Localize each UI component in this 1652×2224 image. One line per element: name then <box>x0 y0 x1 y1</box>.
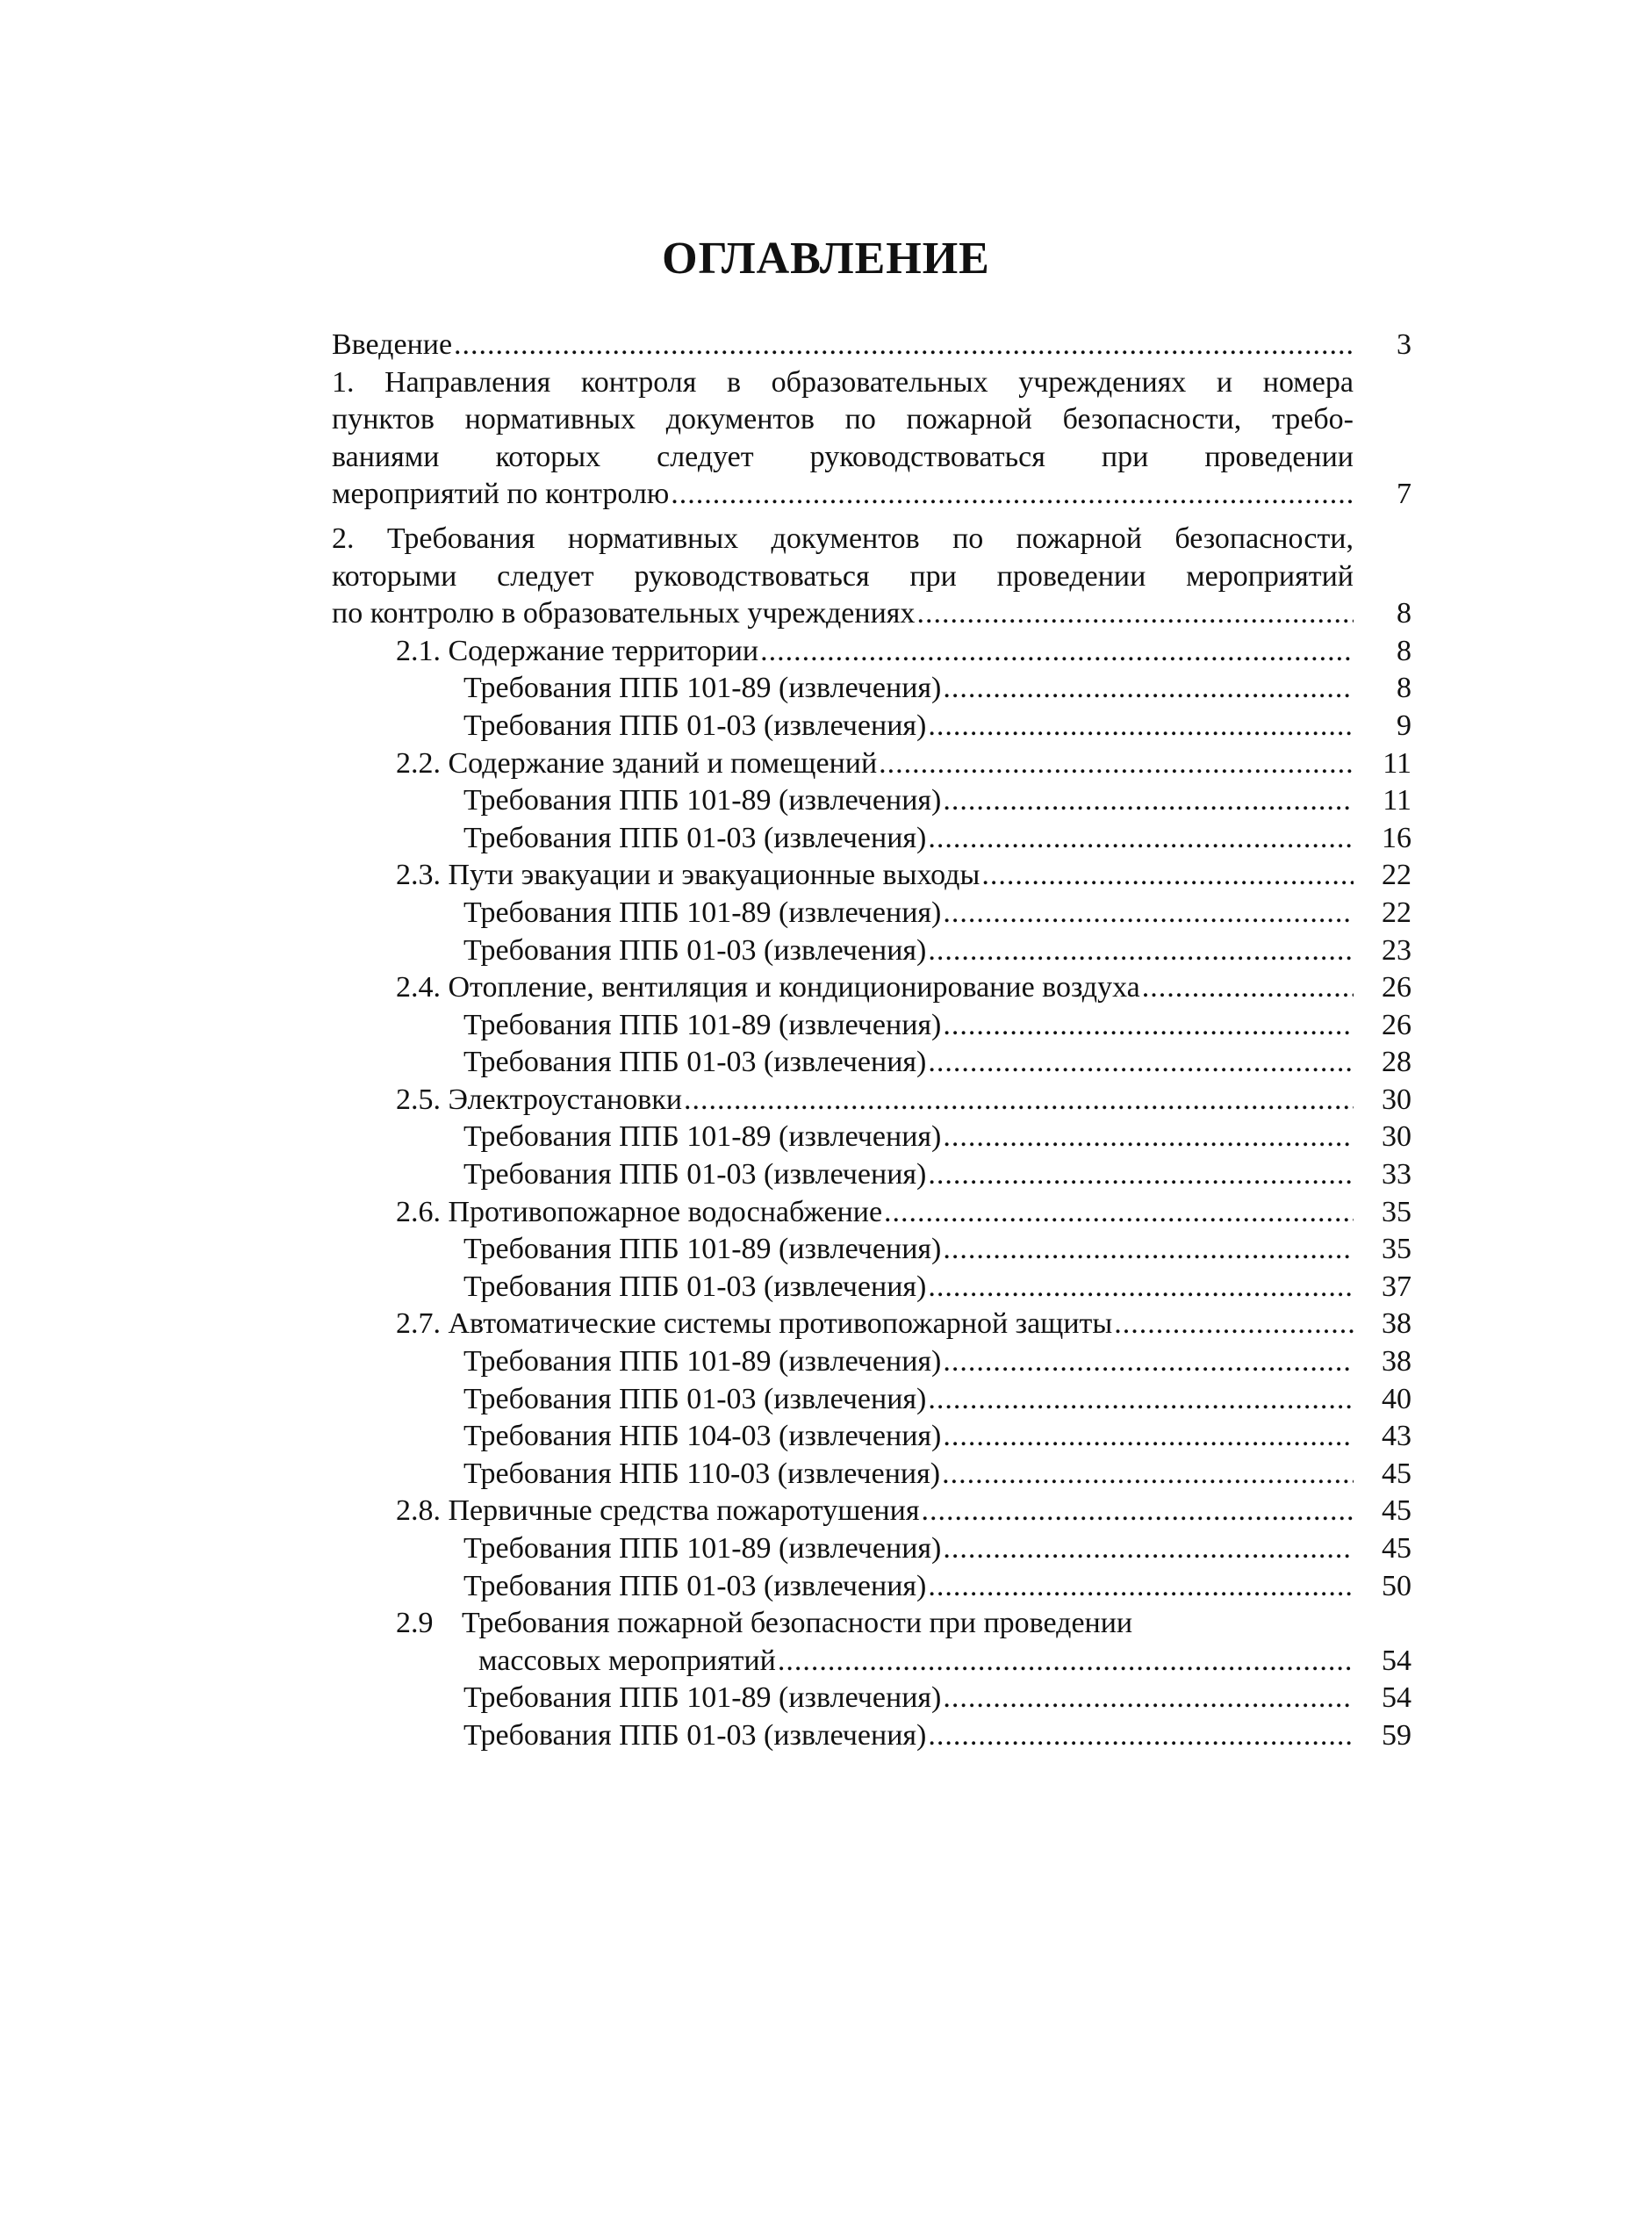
dot-leader <box>942 1456 1354 1493</box>
toc-entry-label: Требования ППБ 01-03 (извлечения) <box>463 821 927 854</box>
toc-entry-section-1[interactable] <box>332 364 1411 514</box>
toc-entry-label: массовых мероприятий <box>478 1644 776 1677</box>
toc-entry-number: 2.9 <box>396 1607 434 1640</box>
toc-entry-label: Требования пожарной безопасности при проведении <box>462 1607 1133 1640</box>
toc-entry-label: Требования ППБ 01-03 (извлечения) <box>463 1158 927 1191</box>
toc-page-number: 8 <box>1397 672 1411 705</box>
toc-entry-label: Требования ППБ 01-03 (извлечения) <box>463 1046 927 1079</box>
dot-leader <box>943 1418 1354 1456</box>
toc-entry-requirement[interactable] <box>332 1680 1411 1717</box>
toc-entry-label: Требования ППБ 101-89 (извлечения) <box>463 1532 942 1565</box>
dot-leader <box>928 1717 1354 1755</box>
toc-entry-section-2-9[interactable] <box>332 1605 1411 1754</box>
toc-entry-requirement[interactable] <box>332 1007 1411 1045</box>
toc-entry-requirement[interactable] <box>332 1269 1411 1306</box>
toc-entry-subsection[interactable] <box>332 633 1411 671</box>
toc-entry-label: Введение <box>332 328 453 361</box>
toc-page-number: 38 <box>1382 1307 1411 1341</box>
toc-entry-requirement[interactable] <box>332 1456 1411 1493</box>
toc-entry-label: Требования ППБ 101-89 (извлечения) <box>463 1008 942 1041</box>
toc-entry-label: Требования ППБ 01-03 (извлечения) <box>463 709 927 742</box>
dot-leader <box>928 1381 1354 1419</box>
toc-entry-section-2[interactable] <box>332 521 1411 633</box>
dot-leader <box>928 820 1354 858</box>
toc-entry-label: 2.3. Пути эвакуации и эвакуационные выходы <box>396 859 980 892</box>
toc-page-number: 45 <box>1382 1532 1411 1565</box>
toc-entry-line: 1. Направления контроля в образовательных учреждениях и номера <box>332 365 1354 399</box>
toc-entry-label: Требования ППБ 101-89 (извлечения) <box>463 672 942 705</box>
toc-page-number: 3 <box>1397 328 1411 361</box>
toc-entry-requirement[interactable] <box>332 1418 1411 1456</box>
toc-page-number: 8 <box>1397 597 1411 630</box>
toc-page-number: 16 <box>1382 821 1411 854</box>
toc-entry-requirement[interactable] <box>332 1381 1411 1419</box>
toc-entry-label: Требования ППБ 101-89 (извлечения) <box>463 896 942 929</box>
dot-leader <box>879 745 1354 783</box>
toc-entry-label: Требования ППБ 101-89 (извлечения) <box>463 1681 942 1715</box>
dot-leader <box>922 1493 1354 1530</box>
toc-entry-label: Требования ППБ 01-03 (извлечения) <box>463 933 927 967</box>
toc-page-number: 54 <box>1382 1681 1411 1715</box>
dot-leader <box>943 1680 1354 1717</box>
toc-entry-subsection[interactable] <box>332 969 1411 1007</box>
toc-entry-label: 2.4. Отопление, вентиляция и кондиционирование воздуха <box>396 971 1140 1004</box>
toc-entry-label: Требования НПБ 110-03 (извлечения) <box>463 1457 941 1490</box>
dot-leader <box>1114 1306 1354 1343</box>
toc-page-number: 59 <box>1382 1718 1411 1752</box>
toc-page-number: 45 <box>1382 1494 1411 1528</box>
toc-entry-requirement[interactable] <box>332 1044 1411 1082</box>
toc-entry-requirement[interactable] <box>332 670 1411 708</box>
toc-page-number: 43 <box>1382 1420 1411 1453</box>
toc-page-number: 26 <box>1382 971 1411 1004</box>
toc-entry-label: 2.8. Первичные средства пожаротушения <box>396 1494 920 1528</box>
toc-page-number: 54 <box>1382 1644 1411 1677</box>
toc-entry-requirement[interactable] <box>332 820 1411 858</box>
toc-entry-label: 2.2. Содержание зданий и помещений <box>396 746 878 780</box>
dot-leader <box>943 1530 1354 1568</box>
toc-entry-subsection[interactable] <box>332 1493 1411 1530</box>
dot-leader <box>928 1568 1354 1606</box>
toc-entry-label: мероприятий по контролю <box>332 478 670 511</box>
toc-entry-subsection[interactable] <box>332 745 1411 783</box>
toc-entry-label: 2.5. Электроустановки <box>396 1083 683 1116</box>
toc-entry-line: ваниями которых следует руководствоваться при проведении <box>332 440 1354 473</box>
dot-leader <box>943 670 1354 708</box>
toc-entry-requirement[interactable] <box>332 1343 1411 1381</box>
toc-page-number: 30 <box>1382 1120 1411 1154</box>
toc-entry-requirement[interactable] <box>332 1156 1411 1194</box>
toc-entry-requirement[interactable] <box>332 1231 1411 1269</box>
dot-leader <box>943 1343 1354 1381</box>
toc-subsections <box>332 633 1411 1605</box>
toc-page-number: 40 <box>1382 1382 1411 1415</box>
toc-entry-subsection[interactable] <box>332 857 1411 895</box>
dot-leader <box>884 1194 1354 1232</box>
toc-entry-label: по контролю в образовательных учреждениях <box>332 597 916 630</box>
toc-page-number: 22 <box>1382 859 1411 892</box>
dot-leader <box>684 1082 1354 1119</box>
dot-leader <box>928 1044 1354 1082</box>
toc-page-number: 35 <box>1382 1195 1411 1228</box>
toc-page-number: 28 <box>1382 1046 1411 1079</box>
dot-leader <box>943 1007 1354 1045</box>
dot-leader <box>928 1156 1354 1194</box>
toc-page-number: 33 <box>1382 1158 1411 1191</box>
dot-leader <box>1142 969 1354 1007</box>
toc-page-number: 7 <box>1397 478 1411 511</box>
toc-entry-label: Требования ППБ 01-03 (извлечения) <box>463 1718 927 1752</box>
toc-entry-requirement[interactable] <box>332 895 1411 932</box>
toc-page-number: 38 <box>1382 1345 1411 1378</box>
dot-leader <box>943 895 1354 932</box>
toc-entry-label: Требования ППБ 101-89 (извлечения) <box>463 1233 942 1266</box>
toc-page-number: 30 <box>1382 1083 1411 1116</box>
dot-leader <box>671 476 1354 514</box>
toc-entry-line: 2. Требования нормативных документов по пожарной безопасности, <box>332 522 1354 555</box>
toc-page-number: 11 <box>1383 784 1411 817</box>
toc-entry-requirement[interactable] <box>332 782 1411 820</box>
dot-leader <box>916 595 1354 633</box>
toc-page-number: 23 <box>1382 933 1411 967</box>
dot-leader <box>454 327 1354 364</box>
toc-entry-label: Требования ППБ 01-03 (извлечения) <box>463 1569 927 1602</box>
toc-entry-requirement[interactable] <box>332 1717 1411 1755</box>
toc-entry-requirement[interactable] <box>332 708 1411 745</box>
toc-entry-label: Требования ППБ 101-89 (извлечения) <box>463 1345 942 1378</box>
toc-page-number: 8 <box>1397 634 1411 667</box>
toc-page-number: 45 <box>1382 1457 1411 1490</box>
table-of-contents <box>332 327 1411 1755</box>
dot-leader <box>981 857 1354 895</box>
toc-entry-label: Требования НПБ 104-03 (извлечения) <box>463 1420 942 1453</box>
toc-entry-label: Требования ППБ 101-89 (извлечения) <box>463 784 942 817</box>
toc-page-number: 9 <box>1397 709 1411 742</box>
toc-page-number: 26 <box>1382 1008 1411 1041</box>
dot-leader <box>928 1269 1354 1306</box>
toc-entry-subsection[interactable] <box>332 1306 1411 1343</box>
toc-page-number: 35 <box>1382 1233 1411 1266</box>
toc-entry-label: 2.1. Содержание территории <box>396 634 759 667</box>
toc-entry-requirement[interactable] <box>332 932 1411 970</box>
toc-entry-subsection[interactable] <box>332 1082 1411 1119</box>
toc-entry-label: 2.6. Противопожарное водоснабжение <box>396 1195 883 1228</box>
toc-entry-requirement[interactable] <box>332 1568 1411 1606</box>
toc-page-number: 22 <box>1382 896 1411 929</box>
toc-entry-label: Требования ППБ 101-89 (извлечения) <box>463 1120 942 1154</box>
toc-page-number: 11 <box>1383 746 1411 780</box>
dot-leader <box>943 782 1354 820</box>
toc-entry-label: Требования ППБ 01-03 (извлечения) <box>463 1382 927 1415</box>
toc-page-number: 50 <box>1382 1569 1411 1602</box>
dot-leader <box>760 633 1354 671</box>
toc-page-number: 37 <box>1382 1270 1411 1303</box>
toc-entry-line: которыми следует руководствоваться при проведении мероприятий <box>332 559 1354 593</box>
toc-entry-label: 2.7. Автоматические системы противопожарной защиты <box>396 1307 1113 1341</box>
toc-entry-subsection[interactable] <box>332 1194 1411 1232</box>
toc-entry-requirement[interactable] <box>332 1530 1411 1568</box>
toc-entry-label: Требования ППБ 01-03 (извлечения) <box>463 1270 927 1303</box>
dot-leader <box>778 1643 1354 1681</box>
dot-leader <box>943 1231 1354 1269</box>
dot-leader <box>928 708 1354 745</box>
toc-entry-requirement[interactable] <box>332 1119 1411 1156</box>
toc-entry-intro[interactable] <box>332 327 1411 364</box>
page-title: ОГЛАВЛЕНИЕ <box>662 234 990 284</box>
toc-entry-line: пунктов нормативных документов по пожарной безопасности, требо- <box>332 403 1354 436</box>
dot-leader <box>943 1119 1354 1156</box>
dot-leader <box>928 932 1354 970</box>
